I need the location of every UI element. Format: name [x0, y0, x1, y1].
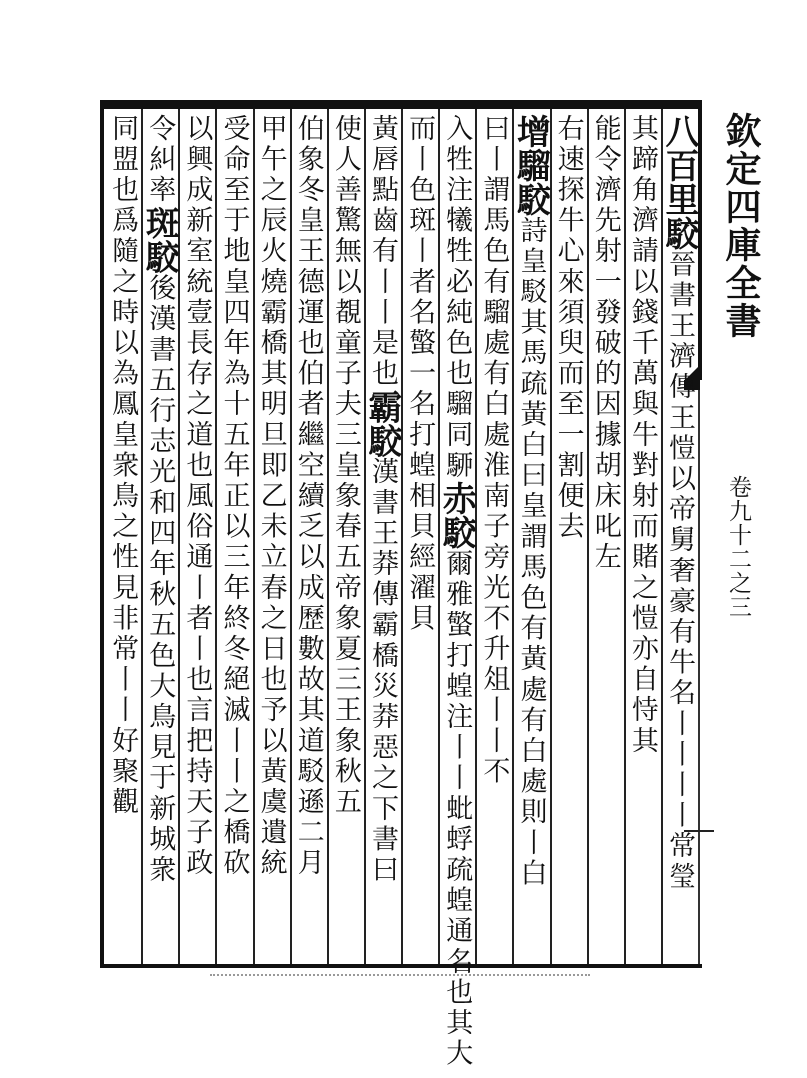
- text-column-3: 能令濟先射一發破的因據胡床叱左: [589, 114, 621, 573]
- bottom-dotted-rule: [210, 974, 590, 979]
- frame-top-border: [100, 100, 702, 109]
- heading-term: 斑駮: [139, 205, 180, 274]
- heading-term: 八百里駮: [659, 114, 699, 250]
- frame-right-border-lower: [698, 380, 700, 968]
- text-column-7: 入牲注犧牲必純色也騮同駵赤駮爾雅蟼打蝗注丨丨蚍蜉疏蝗通名也其大: [436, 114, 477, 1070]
- text-column-10: 使人善驚無以覩童子夫三皇象春五帝象夏三王象秋五: [329, 114, 361, 818]
- frame-bottom-border: [100, 964, 702, 968]
- heading-term: 霸駮: [362, 389, 402, 458]
- text-column-1: 八百里駮晉書王濟傳王愷以帝舅奢豪有牛名丨丨丨丨常瑩: [659, 114, 699, 893]
- text-column-12: 甲午之辰火燒霸橋其明旦即乙未立春之日也予以黃虞遺統: [255, 114, 287, 879]
- volume-label: 卷九十二之三: [725, 475, 751, 619]
- heading-term: 騮駮: [510, 148, 551, 216]
- text-column-15: 令糾率斑駮後漢書五行志光和四年秋五色大鳥見于新城衆: [139, 114, 180, 886]
- heading-term: 赤駮: [436, 481, 477, 550]
- text-column-4: 右速探牛心來須臾而至一割便去: [552, 114, 584, 543]
- text-column-2: 其蹄角濟請以錢千萬與牛對射而賭之愷亦自恃其: [626, 114, 658, 757]
- text-column-5: 增騮駮詩皇駁其馬疏黃白曰皇謂馬色有黃處有白處則丨白: [510, 114, 551, 890]
- book-title: 欽定四庫全書: [720, 112, 762, 340]
- text-column-6: 曰丨謂馬色有騮處有白處淮南子旁光不升俎丨丨不: [478, 114, 510, 788]
- text-column-16: 同盟也爲隨之時以為鳳皇衆鳥之性見非常丨丨好聚觀: [107, 114, 139, 818]
- text-column-8: 而丨色斑丨者名蟼一名打蝗相貝經濯貝: [404, 114, 436, 635]
- text-column-11: 伯象冬皇王德運也伯者繼空續乏以成歷數故其道駁遜二月: [292, 114, 324, 879]
- text-column-13: 受命至于地皇四年為十五年正以三年終冬絕滅丨丨之橋砍: [218, 114, 250, 879]
- text-column-9: 黃唇點齒有丨丨是也霸駮漢書王莽傳霸橋災莽惡之下書曰: [362, 114, 402, 886]
- heading-term: 增: [510, 114, 551, 148]
- text-column-14: 以興成新室統壹長存之道也風俗通丨者丨也言把持天子政: [181, 114, 213, 879]
